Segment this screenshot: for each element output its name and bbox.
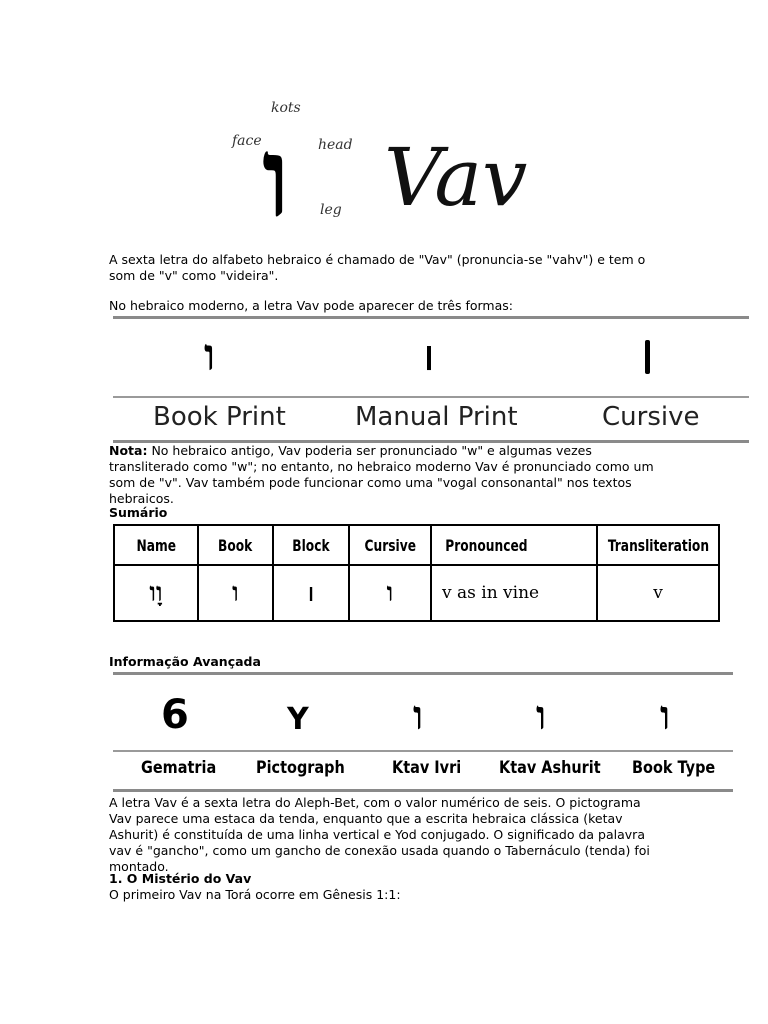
glyph-book-type: ו [660, 692, 671, 739]
form-glyph-manual-print: ו [423, 330, 435, 381]
col-pronounced: Pronounced [431, 525, 597, 565]
intro-paragraph-2: No hebraico moderno, a letra Vav pode aparecer de três formas: [109, 298, 513, 313]
col-cursive: Cursive [349, 525, 431, 565]
note-text: No hebraico antigo, Vav poderia ser pronunciado "w" e algumas vezes transliterado como "w"; no entanto, no hebraico moderno Vav é pronunciado como um som de "v". Vav também pode funcionar como uma "vogal consonantal" nos textos hebraicos. [109, 443, 654, 506]
summary-table [113, 524, 720, 622]
cell-name: וָו [114, 565, 198, 621]
label-book-type: Book Type [632, 758, 716, 778]
label-gematria: Gematria [141, 758, 217, 778]
label-ktav-ashurit: Ktav Ashurit [499, 758, 601, 778]
forms-top-rule [113, 316, 749, 319]
glyph-ktav-ashurit: ו [536, 692, 547, 739]
table-row [114, 565, 719, 621]
form-label-book-print: Book Print [153, 402, 286, 432]
glyph-ktav-ivri: ו [413, 692, 424, 739]
cell-block: ו [273, 565, 349, 621]
advanced-paragraph: A letra Vav é a sexta letra do Aleph-Bet, com o valor numérico de seis. O pictograma Vav parece uma estaca da tenda, enquanto que a escrita hebraica clássica (ketav Ashurit) é constituída de uma linha vertical e Yod conjugado. O significado da palavra vav é "gancho", como um gancho de conexão usada quando o Tabernáculo (tenda) foi montado. [109, 795, 650, 874]
label-kots: kots [271, 100, 301, 116]
advanced-bottom-rule [113, 789, 733, 792]
form-glyph-cursive [645, 340, 650, 374]
cell-transliteration: v [597, 565, 719, 621]
col-transliteration: Transliteration [597, 525, 719, 565]
section-1-text: O primeiro Vav na Torá ocorre em Gênesis 1:1: [109, 887, 401, 902]
glyph-pictograph: Y [287, 702, 309, 737]
section-1-heading: 1. O Mistério do Vav [109, 871, 252, 886]
summary-header-row [114, 525, 719, 565]
intro-paragraph-1: A sexta letra do alfabeto hebraico é chamado de "Vav" (pronuncia-se "vahv") e tem o som de "v" como "videira". [109, 252, 646, 283]
col-block: Block [273, 525, 349, 565]
page-title: Vav [384, 131, 528, 224]
note-label: Nota: [109, 443, 148, 458]
cell-pronounced: v as in vine [431, 565, 597, 621]
form-label-cursive: Cursive [602, 402, 700, 432]
advanced-middle-rule [113, 750, 733, 752]
label-ktav-ivri: Ktav Ivri [392, 758, 462, 778]
form-glyph-book-print: ו [204, 330, 216, 381]
col-name: Name [114, 525, 198, 565]
col-book: Book [198, 525, 273, 565]
cell-book: ו [198, 565, 273, 621]
advanced-heading: Informação Avançada [109, 654, 261, 669]
advanced-top-rule [113, 672, 733, 675]
forms-middle-rule [113, 396, 749, 398]
cell-cursive: ו [349, 565, 431, 621]
label-pictograph: Pictograph [256, 758, 345, 778]
note-paragraph [109, 443, 669, 507]
label-head: head [318, 137, 353, 153]
vav-large-glyph: ו [262, 113, 291, 242]
form-label-manual-print: Manual Print [355, 402, 518, 432]
label-leg: leg [320, 202, 342, 218]
label-face: face [232, 133, 262, 149]
glyph-gematria: 6 [161, 692, 189, 738]
summary-heading: Sumário [109, 505, 168, 520]
